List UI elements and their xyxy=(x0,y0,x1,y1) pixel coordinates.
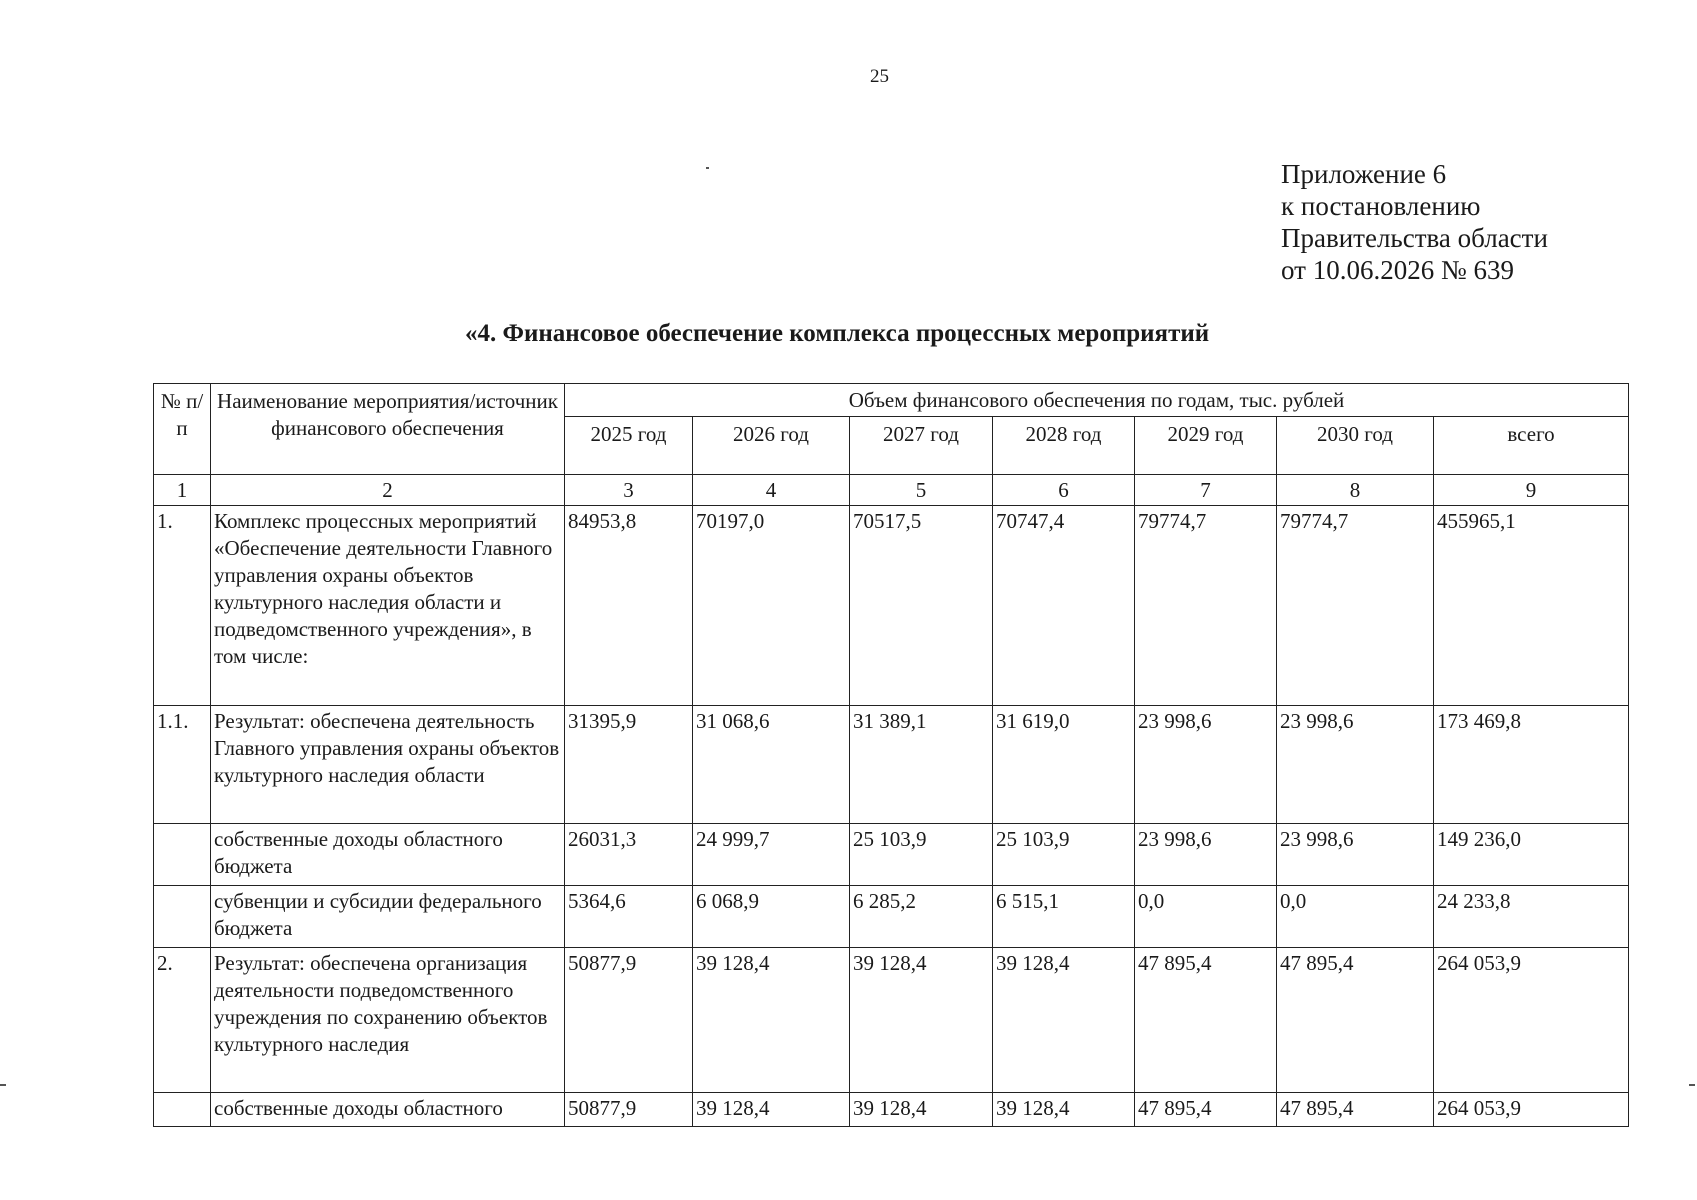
value-cell: 70747,4 xyxy=(993,506,1135,706)
header-year: 2025 год xyxy=(565,417,693,475)
row-number: 2. xyxy=(154,948,211,1093)
value-cell: 84953,8 xyxy=(565,506,693,706)
header-year: 2030 год xyxy=(1277,417,1434,475)
value-cell: 264 053,9 xyxy=(1434,948,1629,1093)
value-cell: 0,0 xyxy=(1135,886,1277,948)
header-volume: Объем финансового обеспечения по годам, тыс. рублей xyxy=(565,384,1629,417)
value-cell: 6 285,2 xyxy=(850,886,993,948)
header-year: 2029 год xyxy=(1135,417,1277,475)
value-cell: 39 128,4 xyxy=(993,948,1135,1093)
row-name: собственные доходы областного xyxy=(211,1093,565,1127)
header-year: 2028 год xyxy=(993,417,1135,475)
value-cell: 47 895,4 xyxy=(1135,948,1277,1093)
value-cell: 39 128,4 xyxy=(693,948,850,1093)
column-index: 5 xyxy=(850,475,993,506)
appendix-line: от 10.06.2026 № 639 xyxy=(1281,255,1514,285)
value-cell: 26031,3 xyxy=(565,824,693,886)
value-cell: 24 999,7 xyxy=(693,824,850,886)
value-cell: 39 128,4 xyxy=(693,1093,850,1127)
header-year: 2027 год xyxy=(850,417,993,475)
row-number: 1. xyxy=(154,506,211,706)
column-index: 7 xyxy=(1135,475,1277,506)
appendix-line: к постановлению xyxy=(1281,191,1481,221)
value-cell: 31 619,0 xyxy=(993,706,1135,824)
financing-table xyxy=(153,383,1629,1127)
table-row xyxy=(154,1093,1629,1127)
value-cell: 23 998,6 xyxy=(1277,706,1434,824)
table-row xyxy=(154,506,1629,706)
value-cell: 39 128,4 xyxy=(850,1093,993,1127)
scan-dot xyxy=(1689,1084,1695,1086)
row-number xyxy=(154,886,211,948)
value-cell: 79774,7 xyxy=(1135,506,1277,706)
row-name: собственные доходы областного бюджета xyxy=(211,824,565,886)
value-cell: 25 103,9 xyxy=(850,824,993,886)
column-index: 9 xyxy=(1434,475,1629,506)
column-index: 8 xyxy=(1277,475,1434,506)
value-cell: 23 998,6 xyxy=(1135,824,1277,886)
column-index: 3 xyxy=(565,475,693,506)
value-cell: 39 128,4 xyxy=(850,948,993,1093)
value-cell: 25 103,9 xyxy=(993,824,1135,886)
value-cell: 149 236,0 xyxy=(1434,824,1629,886)
section-title: «4. Финансовое обеспечение комплекса процессных мероприятий xyxy=(465,320,1210,347)
scan-dot xyxy=(706,167,709,169)
column-index: 6 xyxy=(993,475,1135,506)
value-cell: 173 469,8 xyxy=(1434,706,1629,824)
column-index-row xyxy=(154,475,1629,506)
header-name: Наименование мероприятия/источник финансового обеспечения xyxy=(211,384,565,475)
value-cell: 455965,1 xyxy=(1434,506,1629,706)
page-number: 25 xyxy=(870,66,889,87)
table-row xyxy=(154,886,1629,948)
scan-dot xyxy=(0,1084,6,1086)
value-cell: 70517,5 xyxy=(850,506,993,706)
value-cell: 6 515,1 xyxy=(993,886,1135,948)
value-cell: 23 998,6 xyxy=(1277,824,1434,886)
table-row xyxy=(154,706,1629,824)
appendix-line: Правительства области xyxy=(1281,223,1548,253)
value-cell: 6 068,9 xyxy=(693,886,850,948)
value-cell: 79774,7 xyxy=(1277,506,1434,706)
value-cell: 24 233,8 xyxy=(1434,886,1629,948)
table-row xyxy=(154,948,1629,1093)
column-index: 1 xyxy=(154,475,211,506)
row-name: субвенции и субсидии федерального бюджета xyxy=(211,886,565,948)
value-cell: 264 053,9 xyxy=(1434,1093,1629,1127)
row-number: 1.1. xyxy=(154,706,211,824)
header-no: № п/п xyxy=(154,384,211,475)
value-cell: 50877,9 xyxy=(565,1093,693,1127)
row-number xyxy=(154,824,211,886)
header-year: 2026 год xyxy=(693,417,850,475)
value-cell: 50877,9 xyxy=(565,948,693,1093)
row-number xyxy=(154,1093,211,1127)
value-cell: 47 895,4 xyxy=(1277,948,1434,1093)
appendix-line: Приложение 6 xyxy=(1281,159,1447,189)
value-cell: 23 998,6 xyxy=(1135,706,1277,824)
header-total: всего xyxy=(1434,417,1629,475)
value-cell: 70197,0 xyxy=(693,506,850,706)
row-name: Результат: обеспечена организация деятельности подведомственного учреждения по сохранению объектов культурного наследия xyxy=(211,948,565,1093)
value-cell: 39 128,4 xyxy=(993,1093,1135,1127)
value-cell: 47 895,4 xyxy=(1135,1093,1277,1127)
value-cell: 0,0 xyxy=(1277,886,1434,948)
value-cell: 47 895,4 xyxy=(1277,1093,1434,1127)
value-cell: 31395,9 xyxy=(565,706,693,824)
value-cell: 5364,6 xyxy=(565,886,693,948)
appendix-block xyxy=(1281,158,1548,286)
value-cell: 31 389,1 xyxy=(850,706,993,824)
table-row xyxy=(154,824,1629,886)
column-index: 2 xyxy=(211,475,565,506)
row-name: Результат: обеспечена деятельность Главного управления охраны объектов культурного наследия области xyxy=(211,706,565,824)
row-name: Комплекс процессных мероприятий «Обеспечение деятельности Главного управления охраны объектов культурного наследия области и подведомственного учреждения», в том числе: xyxy=(211,506,565,706)
header-row xyxy=(154,384,1629,417)
column-index: 4 xyxy=(693,475,850,506)
value-cell: 31 068,6 xyxy=(693,706,850,824)
